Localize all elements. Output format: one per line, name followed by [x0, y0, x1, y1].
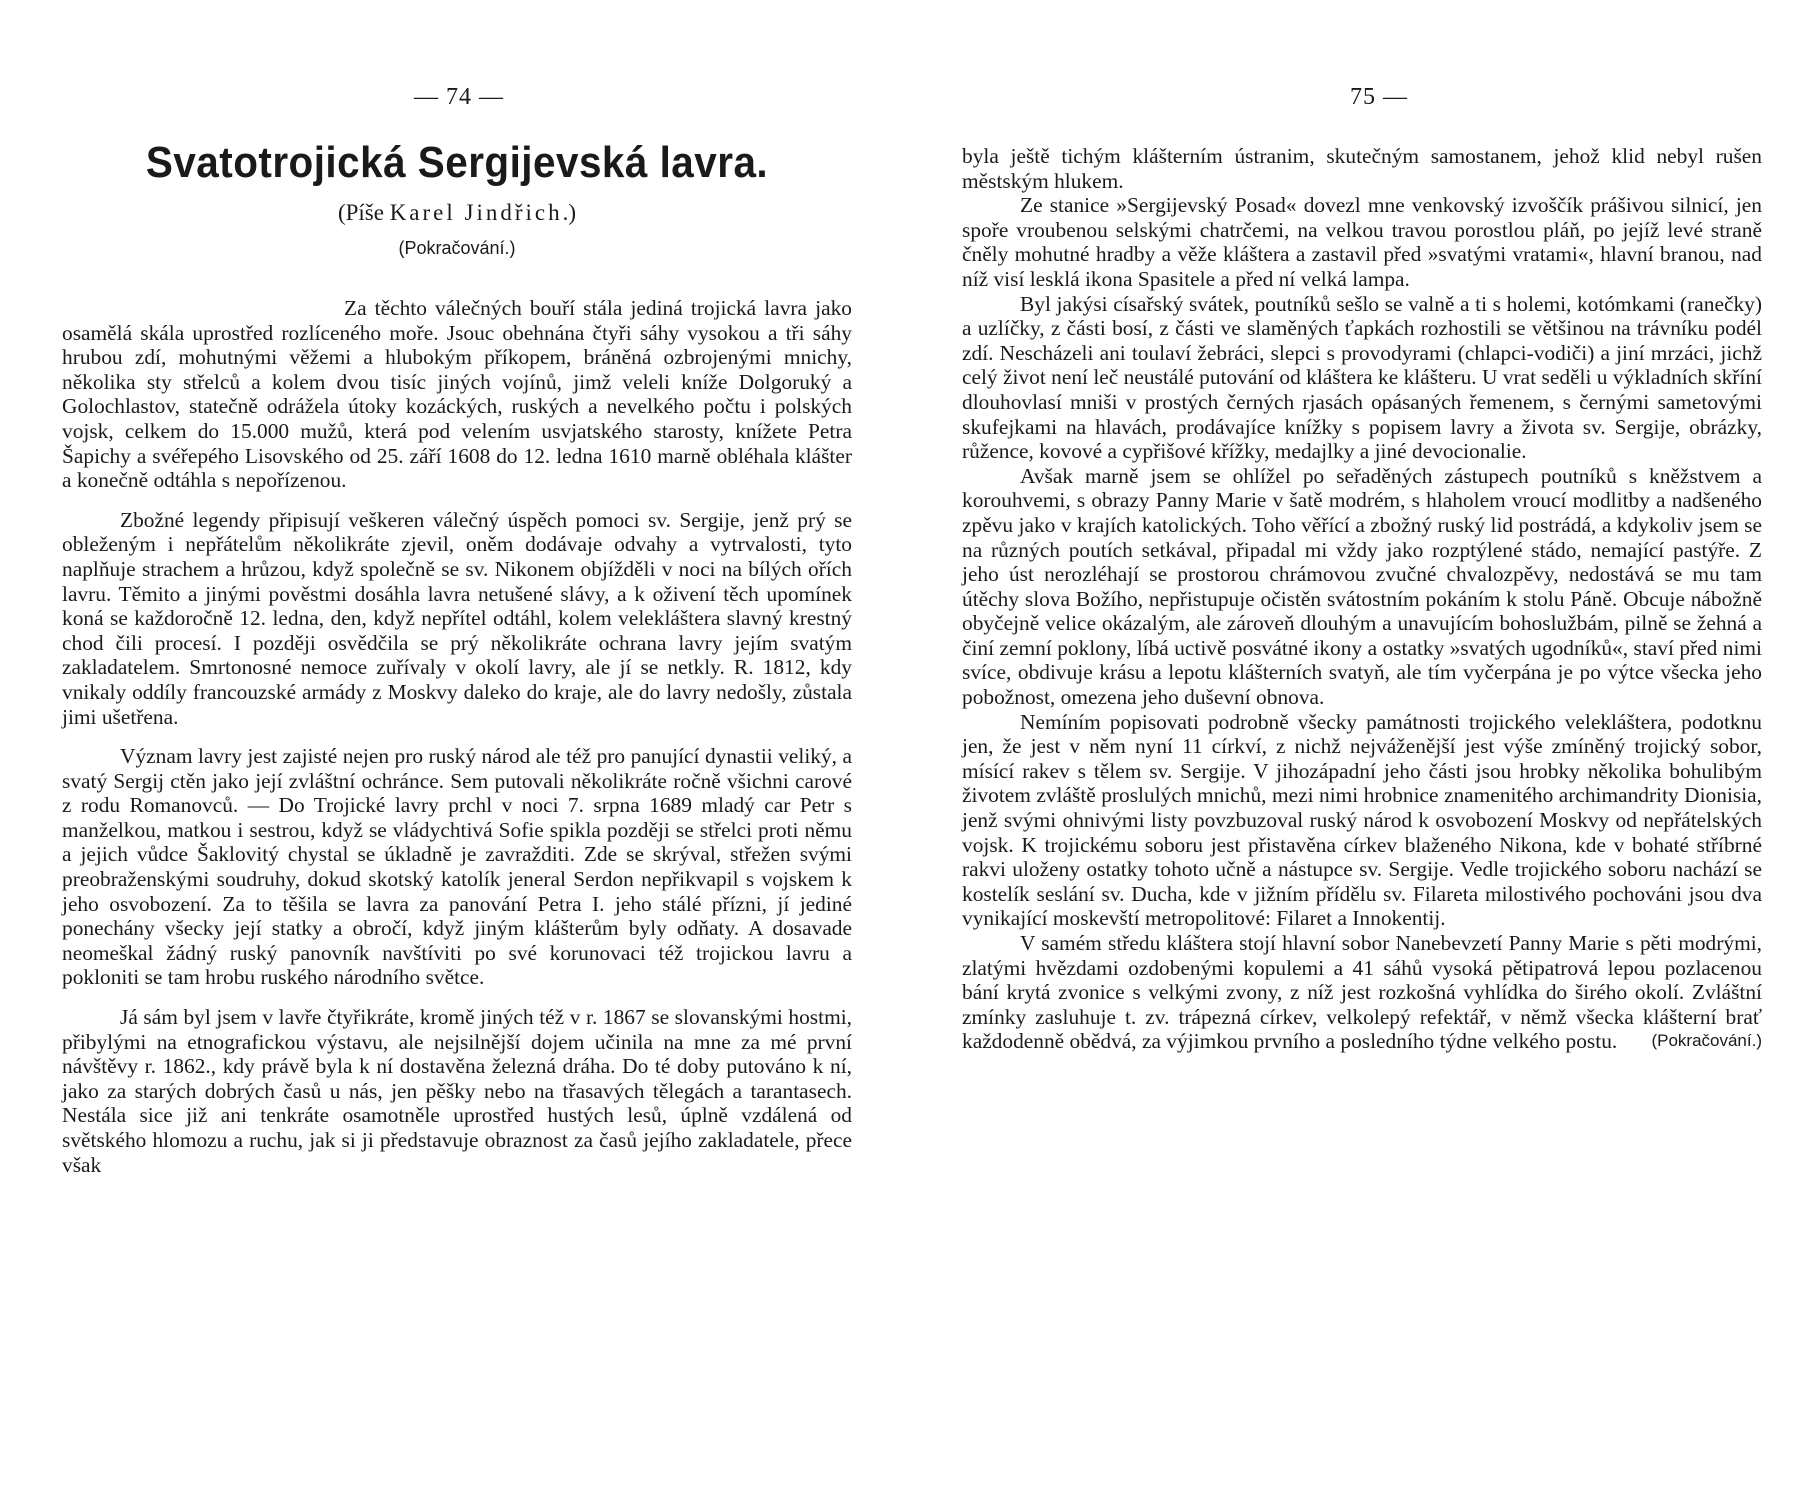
byline-open: (Píše: [337, 200, 390, 225]
paragraph: Za těchto válečných bouří stála jediná trojická lavra jako osamělá skála uprostřed rozlíceného moře. Jsouc obehnána čtyři sáhy vysokou a tři sáhy hrubou zdí, mohutnými věžemi a hlubokým příkopem, bráněná ozbrojenými mnichy, několika sty střelců a kolem dvou tisíc jiných vojínů, jimž veleli kníže Dolgoruký a Golochlastov, statečně odrážela útoky kozáckých, ruských a nevelkého počtu i polských vojsk, celkem do 15.000 mužů, která pod velením usvjatského starosty, knížete Petra Šapichy a svéřepého Lisovského od 25. září 1608 do 12. ledna 1610 marně obléhala klášter a konečně odtáhla s nepořízenou.: [62, 296, 852, 493]
byline-author: Karel Jindřich: [389, 200, 563, 225]
paragraph: Význam lavry jest zajisté nejen pro ruský národ ale též pro panující dynastii veliký, a svatý Sergij ctěn jako její zvláštní ochránce. Sem putovali několikráte ročně všichni carové z rodu Romanovců. — Do Trojické lavry prchl v noci 7. srpna 1689 mladý car Petr s manželkou, matkou i sestrou, když se vládychtivá Sofie spikla později se střelci proti němu a jejich vůdce Šaklovitý chystal se úkladně je zavražditi. Zde se skrýval, střežen svými preobraženskými soudruhy, dokud skotský katolík jeneral Serdon nepřikvapil s vojskem k jeho osvobození. Za to těšila se lavra za panování Petra I. jeho stálé přízni, jí jediné ponechány všecky její statky a obročí, když jiným klášterům byly odňaty. A dosavade neomeškal žádný ruský panovník navštíviti po své korunovaci též trojickou lavru a pokloniti se tam hrobu ruského národního světce.: [62, 744, 852, 990]
paragraph-last: [962, 931, 1762, 1054]
paragraph: Nemíním popisovati podrobně všecky památnosti trojického velekláštera, podotknu jen, že jest v něm nyní 11 církví, z nichž nejváženější jest výše zmíněný trojický sobor, mísící rakev s tělem sv. Sergije. V jihozápadní jeho části jsou hrobky několika bohulibým životem zvláště proslulých mnichů, mezi nimi hrobnice znamenitého archimandrity Dionisia, jenž svými ohnivými listy povzbuzoval ruský národ k osvobození Moskvy od nepřátelských vojsk. K trojickému soboru jest přistavěna církev blaženého Nikona, kde v bohaté stříbrné rakvi uloženy ostatky tohoto učně a nástupce sv. Sergije. Vedle trojického soboru nachází se kostelík seslání sv. Ducha, kde v jižním přídělu sv. Filareta milostivého pochováni jsou dva vynikající moskevští metropolitové: Filaret a Innokentij.: [962, 709, 1762, 931]
paragraph: Ze stanice »Sergijevský Posad« dovezl mne venkovský izvoščík prášivou silnicí, jen spoře vroubenou selskými chatrčemi, na velkou travou porostlou pláň, po jejíž levé straně čněly mohutné hradby a věže kláštera a zastavil před »svatými vratami«, hlavní branou, nad níž visí lesklá ikona Spasitele a před ní velká lampa.: [962, 193, 1762, 291]
page-number-right: 75 —: [1350, 84, 1408, 110]
right-page: [962, 0, 1762, 1500]
byline: [62, 200, 852, 226]
continued-note-top: (Pokračování.): [398, 238, 516, 258]
paragraph: byla ještě tichým klášterním ústranim, skutečným samostanem, jehož klid nebyl rušen městským hlukem.: [962, 144, 1762, 193]
right-page-body: [962, 144, 1762, 1054]
page-number-left: — 74 —: [414, 84, 504, 110]
paragraph: Avšak marně jsem se ohlížel po seřaděných zástupech poutníků s kněžstvem a korouhvemi, s obrazy Panny Marie v šatě modrém, s hlaholem vroucí modlitby a nadšeného zpěvu jako v krajích katolických. Toho věřící a zbožný ruský lid postrádá, a kdykoliv jsem se na různých poutích setkával, připadal mi vždy jako rozptýlené stádo, nemající pastýře. Z jeho úst nerozléhají se prostorou chrámovou zvučné chvalozpěvy, nedostává se mu tam útěchy slova Božího, nepřistupuje očistěn svátostním pokáním k stolu Páně. Obcuje nábožně obyčejně velice okázalým, ale zároveň dlouhým a unavujícím bohoslužbám, pilně se žehná a činí zemní poklony, líbá uctivě posvátné ikony a ostatky »svatých ugodníků«, staví před nimi svíce, obdivuje krásu a lepotu klášterních svatyň, ale tím vyčerpána je po výtce všecka jeho pobožnost, omezena jeho duševní obnova.: [962, 463, 1762, 710]
left-page: [62, 0, 852, 1500]
article-title: Svatotrojická Sergijevská lavra.: [145, 138, 769, 187]
paragraph-last-text: V samém středu kláštera stojí hlavní sobor Nanebevzetí Panny Marie s pěti modrými, zlatými hvězdami ozdobenými kopulemi a 41 sáhů vysoká pětipatrová lepou pozlacenou bání krytá zvonice s velkými zvony, z níž jest rozkošná vyhlídka do širého okolí. Zvláštní zmínky zasluhuje t. zv. trápezná církev, velkolepý refektář, v němž všecka klášterní brať každodenně obědvá, za výjimkou prvního a posledního týdne velkého postu.: [962, 931, 1762, 1054]
paragraph: Zbožné legendy připisují veškeren válečný úspěch pomoci sv. Sergije, jenž prý se obleženým i nepřátelům několikráte zjevil, oněm dodávaje odvahy a vytrvalosti, tyto naplňuje strachem a hrůzou, když společně se sv. Nikonem objížděli v noci na bílých ořích lavru. Těmito a jinými pověstmi dosáhla lavra netušené slávy, a k oživení těch upomínek koná se každoročně 12. ledna, den, když nepřítel odtáhl, kolem velekláštera slavný krestný chod čili procesí. I později osvědčila se prý několikráte ochrana lavry jejím svatým zakladatelem. Smrtonosné nemoce zuřívaly v okolí lavry, ale jí se netkly. R. 1812, kdy vnikaly oddíly francouzské armády z Moskvy daleko do kraje, ale do lavry nedošly, zůstala jimi ušetřena.: [62, 507, 852, 729]
paragraph: Já sám byl jsem v lavře čtyřikráte, kromě jiných též v r. 1867 se slovanskými hostmi, přibylými na etnografickou výstavu, ale nejsilnější dojem učinila na mne za mé první návštěvy r. 1862., kdy právě byla k ní dostavěna železná dráha. Do té doby putováno k ní, jako za starých dobrých časů u nás, jen pěšky nebo na třasavých tělegách a tarantasech. Nestála sice již ani tenkráte osamotněle uprostřed hustých lesů, úplně vzdálená od světského hlomozu a ruchu, jak si ji představuje obraznost za časů jejího zakladatele, přece však: [62, 1005, 852, 1177]
byline-close: .): [562, 200, 577, 225]
paragraph: Byl jakýsi císařský svátek, poutníků sešlo se valně a ti s holemi, kotómkami (ranečky) a uzlíčky, z části bosí, z části ve slaměných ťapkách rozhostili se většinou na trávníku podél zdí. Nescházeli ani toulaví žebráci, slepci s provodyrami (chlapci-vodiči) a jiní mrzáci, jichž celý život není leč neustálé putování od kláštera ke klášteru. U vrat seděli u výkladních skříní dlouhovlasí mniši v prostých černých rjasách opásaných řemenem, s černými sametovými skufejkami na hlavách, prodávajíce knížky s popisem lavry a života sv. Sergije, obrázky, růžence, kovové a cypřišové křížky, medajlky a jiné devocionalie.: [962, 291, 1762, 464]
left-page-body: [62, 296, 852, 1177]
continued-note-bottom: (Pokračování.): [1651, 1031, 1762, 1051]
